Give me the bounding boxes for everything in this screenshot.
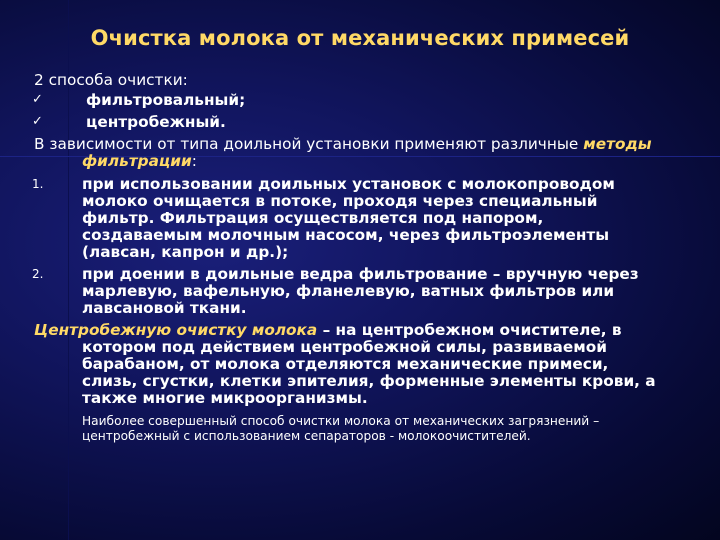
centrifugal-text: – на центробежном очистителе, в <box>317 321 622 339</box>
check-item-centrifugal: центробежный. <box>86 113 226 131</box>
numbered-1-line-5: (лавсан, капрон и др.); <box>82 243 289 261</box>
slide-title: Очистка молока от механических примесей <box>90 26 630 50</box>
numbered-1-line-2: молоко очищается в потоке, проходя через специальный <box>82 192 598 210</box>
methods-intro-cont <box>82 153 197 170</box>
number-1: 1. <box>32 177 44 191</box>
numbered-2-line-1: при доении в доильные ведра фильтрование – вручную через <box>82 265 639 283</box>
centrifugal-line-1 <box>34 322 622 339</box>
centrifugal-line-5: также многие микроорганизмы. <box>82 389 368 407</box>
methods-intro-text: В зависимости от типа доильной установки применяют различные <box>34 135 584 153</box>
footnote-line-2: центробежный с использованием сепараторов - молокоочистителей. <box>82 429 531 443</box>
numbered-1-line-3: фильтр. Фильтрация осуществляется под напором, <box>82 209 544 227</box>
numbered-2-line-2: марлевую, вафельную, фланелевую, ватных фильтров или <box>82 282 615 300</box>
numbered-1-line-4: создаваемым молочным насосом, через фильтроэлементы <box>82 226 610 244</box>
centrifugal-line-4: слизь, сгустки, клетки эпителия, форменные элементы крови, а <box>82 372 656 390</box>
intro-line: 2 способа очистки: <box>34 71 188 89</box>
methods-intro-term: методы <box>583 135 652 153</box>
methods-intro-term-2: фильтрации <box>82 152 192 170</box>
centrifugal-line-2: котором под действием центробежной силы, развиваемой <box>82 338 607 356</box>
methods-intro <box>34 136 652 153</box>
numbered-2-line-3: лавсановой ткани. <box>82 299 247 317</box>
centrifugal-term: Центробежную очистку молока <box>34 321 318 339</box>
numbered-1-line-1: при использовании доильных установок с молокопроводом <box>82 175 615 193</box>
check-item-filter: фильтровальный; <box>86 91 246 109</box>
footnote-line-1: Наиболее совершенный способ очистки молока от механических загрязнений – <box>82 414 600 428</box>
check-icon: ✓ <box>32 114 43 129</box>
number-2: 2. <box>32 267 44 281</box>
centrifugal-line-3: барабаном, от молока отделяются механические примеси, <box>82 355 609 373</box>
check-icon: ✓ <box>32 92 43 107</box>
methods-intro-colon: : <box>191 152 197 170</box>
